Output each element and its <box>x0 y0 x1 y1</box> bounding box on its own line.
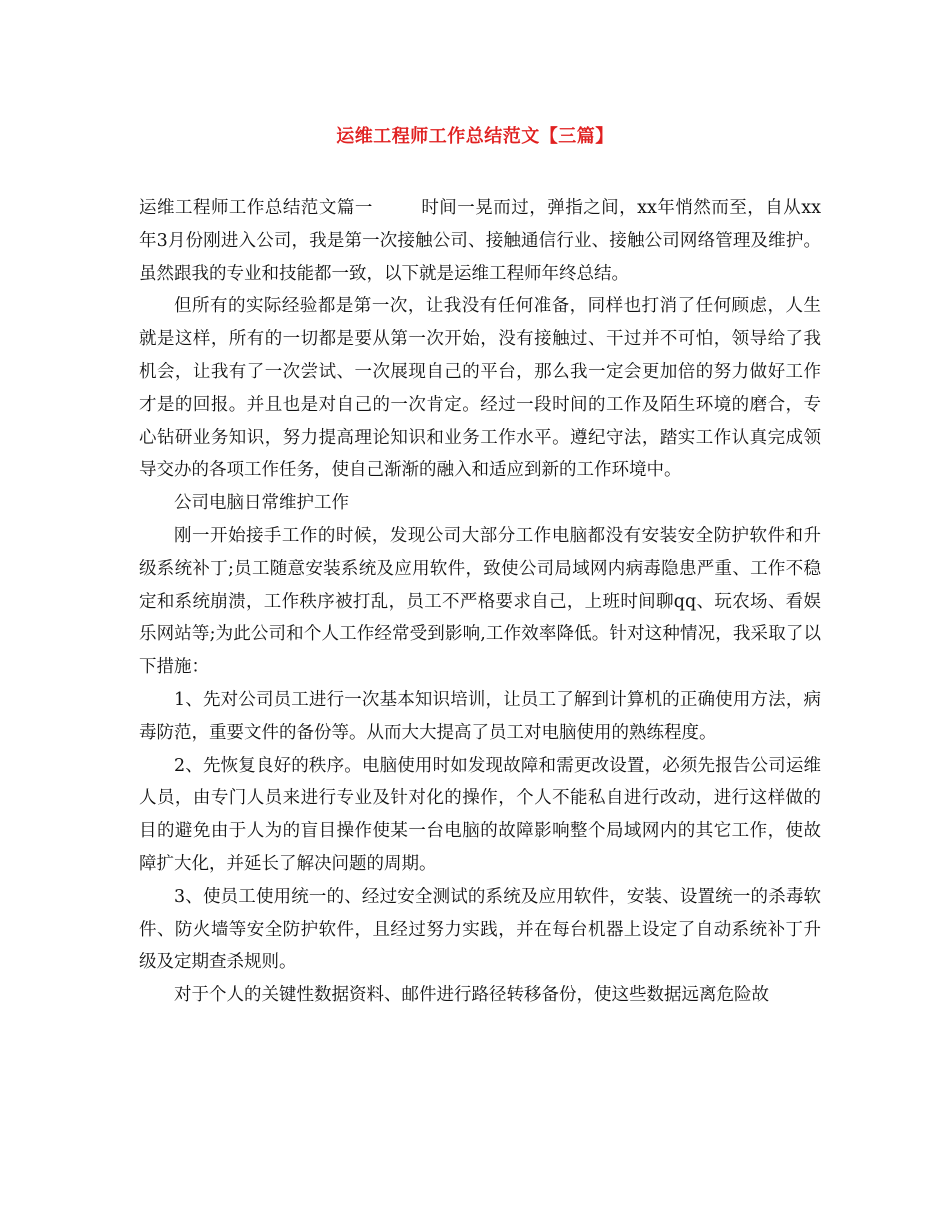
paragraph-1 <box>139 192 821 290</box>
list-item-2: 2、先恢复良好的秩序。电脑使用时如发现故障和需更改设置，必须先报告公司运维人员，由专门人员来进行专业及针对化的操作，个人不能私自进行改动，进行这样做的目的避免由于人为的盲目操作使某一台电脑的故障影响整个局域网内的其它工作，使故障扩大化，并延长了解决问题的周期。 <box>139 755 821 874</box>
paragraph-4: 对于个人的关键性数据资料、邮件进行路径转移备份，使这些数据远离危险故 <box>174 985 769 1006</box>
document-title: 运维工程师工作总结范文【三篇】 <box>336 126 614 147</box>
paragraph-2: 但所有的实际经验都是第一次，让我没有任何准备，同样也打消了任何顾虑，人生就是这样，所有的一切都是要从第一次开始，没有接触过、干过并不可怕，领导给了我机会，让我有了一次尝试、一次展现自己的平台，那么我一定会更加倍的努力做好工作才是的回报。并且也是对自己的一次肯定。经过一段时间的工作及陌生环境的磨合，专心钻研业务知识，努力提高理论知识和业务工作水平。遵纪守法，踏实工作认真完成领导交办的各项工作任务，使自己渐渐的融入和适应到新的工作环境中。 <box>139 296 821 481</box>
list-item-1: 1、先对公司员工进行一次基本知识培训，让员工了解到计算机的正确使用方法，病毒防范，重要文件的备份等。从而大大提高了员工对电脑使用的熟练程度。 <box>139 689 821 743</box>
paragraph-3: 刚一开始接手工作的时候，发现公司大部分工作电脑都没有安装安全防护软件和升级系统补丁;员工随意安装系统及应用软件，致使公司局域网内病毒隐患严重、工作不稳定和系统崩溃，工作秩序被打乱，员工不严格要求自己，上班时间聊qq、玩农场、看娱乐网站等;为此公司和个人工作经常受到影响,工作效率降低。针对这种情况，我采取了以下措施： <box>139 525 821 678</box>
document-body <box>139 192 821 1012</box>
paragraph-text: 时间一晃而过，弹指之间，xx年悄然而至，自从xx年3月份刚进入公司，我是第一次接触公司、接触通信行业、接触公司网络管理及维护。虽然跟我的专业和技能都一致，以下就是运维工程师年终总结。 <box>139 198 821 284</box>
section-heading: 运维工程师工作总结范文篇一 <box>139 198 373 218</box>
subheading: 公司电脑日常维护工作 <box>174 493 349 514</box>
list-item-3: 3、使员工使用统一的、经过安全测试的系统及应用软件，安装、设置统一的杀毒软件、防火墙等安全防护软件，且经过努力实践，并在每台机器上设定了自动系统补丁升级及定期查杀规则。 <box>139 886 821 973</box>
